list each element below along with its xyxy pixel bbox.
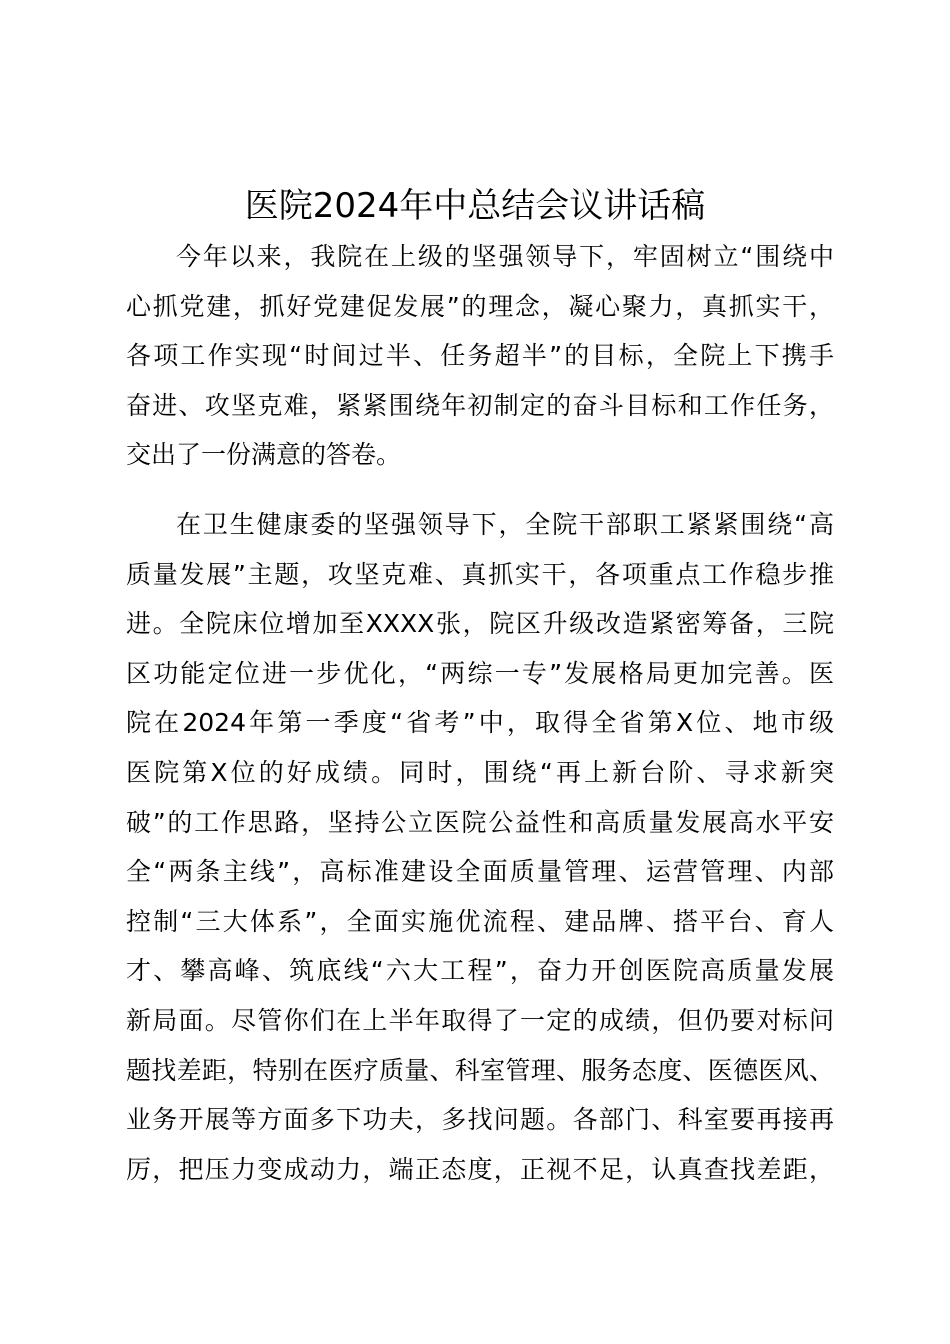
document-title: 医院2024年中总结会议讲话稿 [244,186,706,226]
paragraph-line: 奋进、攻坚克难，紧紧围绕年初制定的奋斗目标和工作任务， [126,390,834,420]
paragraph-line: 区功能定位进一步优化，“两综一专”发展格局更加完善。医 [126,658,834,688]
paragraph-line: 各项工作实现“时间过半、任务超半”的目标，全院上下携手 [126,341,834,371]
paragraph-2 [126,500,834,1194]
paragraph-line: 业务开展等方面多下功夫，多找问题。各部门、科室要再接再 [126,1105,834,1135]
paragraph-line: 控制“三大体系”，全面实施优流程、建品牌、搭平台、育人 [126,906,834,936]
paragraph-line: 在卫生健康委的坚强领导下，全院干部职工紧紧围绕“高 [176,509,834,539]
paragraph-line: 厉，把压力变成动力，端正态度，正视不足，认真查找差距， [126,1154,834,1184]
paragraph-line: 质量发展”主题，攻坚克难、真抓实干，各项重点工作稳步推 [126,559,834,589]
paragraph-line: 题找差距，特别在医疗质量、科室管理、服务态度、医德医风、 [126,1055,834,1085]
paragraph-line: 医院第X位的好成绩。同时，围绕“再上新台阶、寻求新突 [126,757,834,787]
paragraph-line: 院在2024年第一季度“省考”中，取得全省第X位、地市级 [126,708,834,738]
paragraph-line: 新局面。尽管你们在上半年取得了一定的成绩，但仍要对标问 [126,1005,834,1035]
document-body [126,232,834,1194]
paragraph-line: 交出了一份满意的答卷。 [126,440,402,470]
paragraph-line: 心抓党建，抓好党建促发展”的理念，凝心聚力，真抓实干， [126,291,834,321]
paragraph-1 [126,232,834,480]
paragraph-line: 全“两条主线”，高标准建设全面质量管理、运营管理、内部 [126,857,834,887]
paragraph-line: 才、攀高峰、筑底线“六大工程”，奋力开创医院高质量发展 [126,956,834,986]
paragraph-line: 破”的工作思路，坚持公立医院公益性和高质量发展高水平安 [126,807,834,837]
paragraph-line: 进。全院床位增加至XXXX张，院区升级改造紧密筹备，三院 [126,609,834,639]
paragraph-line: 今年以来，我院在上级的坚强领导下，牢固树立“围绕中 [176,242,834,271]
